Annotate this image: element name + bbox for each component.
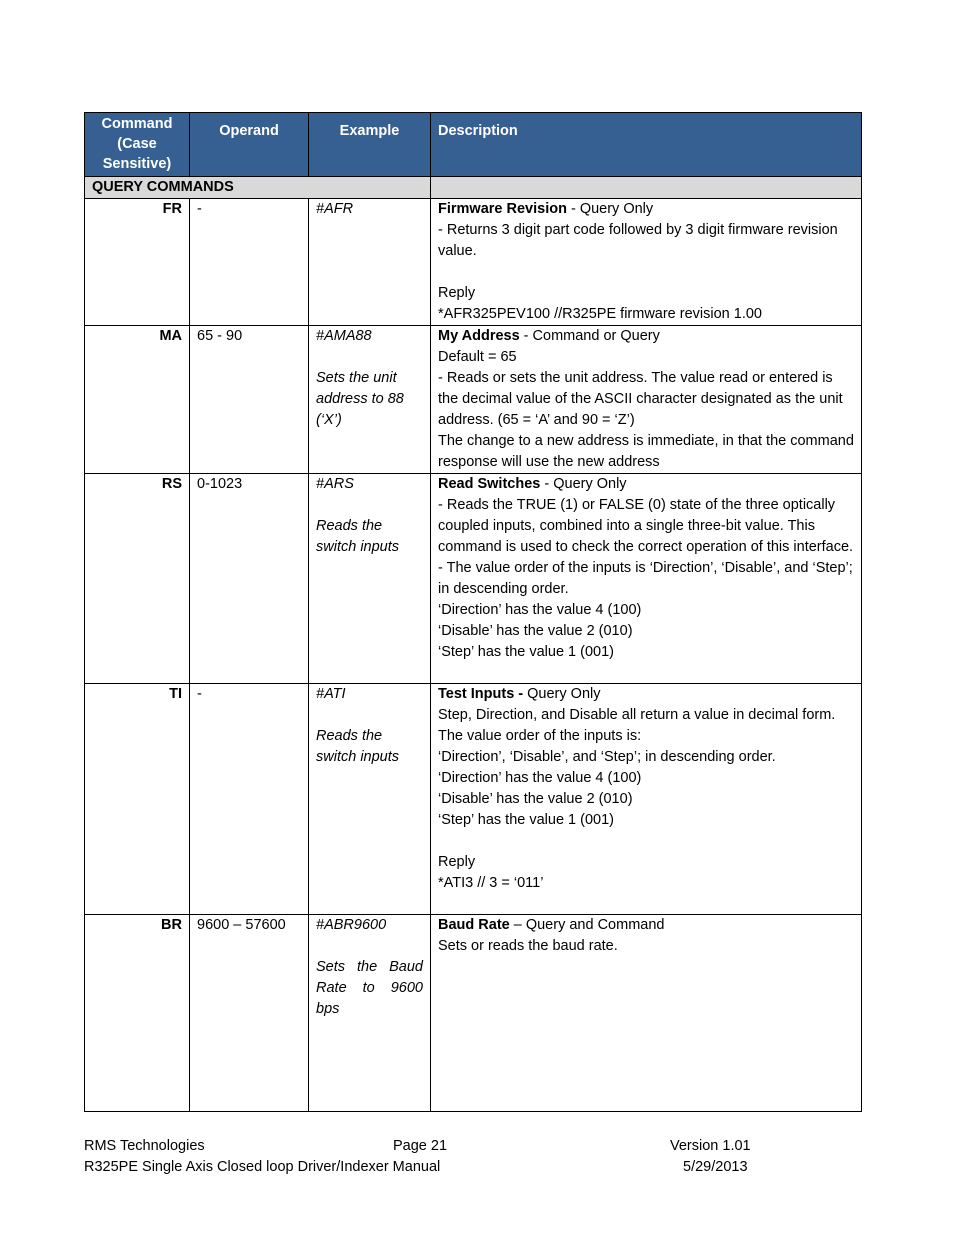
example-line: #AFR [316, 201, 354, 217]
command-example [309, 326, 431, 474]
header-example: Example [309, 113, 431, 177]
command-example [309, 915, 431, 1112]
description-line: The change to a new address is immediate, in that the command response will use the new address [438, 433, 854, 470]
command-description [431, 199, 862, 326]
description-title-line [438, 199, 854, 220]
example-line: #ARS [316, 476, 354, 492]
description-title-line [438, 684, 854, 705]
section-title: QUERY COMMANDS [85, 177, 431, 199]
command-description [431, 684, 862, 915]
description-line: ‘Direction’ has the value 4 (100) [438, 770, 642, 786]
example-line: #ATI [316, 686, 346, 702]
description-line: *AFR325PEV100 //R325PE firmware revision 1.00 [438, 306, 762, 322]
description-title: Firmware Revision [438, 201, 567, 217]
command-operand: 9600 – 57600 [190, 915, 309, 1112]
description-title-line [438, 915, 854, 936]
description-title-line [438, 326, 854, 347]
command-code: MA [85, 326, 190, 474]
description-line: ‘Step’ has the value 1 (001) [438, 812, 614, 828]
description-title-rest: - Query Only [540, 476, 627, 492]
command-description [431, 915, 862, 1112]
description-line: - Reads the TRUE (1) or FALSE (0) state of the three optically coupled inputs, combined into a single three-bit value. This command is used to check the correct operation of this interface. - The value order of the inputs is ‘Direction’, ‘Disable’, and ‘Step’; in descending order. [438, 497, 854, 597]
header-operand: Operand [190, 113, 309, 177]
example-line: #AMA88 [316, 328, 372, 344]
description-line [438, 262, 854, 283]
command-table [84, 112, 862, 1112]
footer-page: Page 21 [393, 1138, 448, 1154]
section-row [85, 177, 862, 199]
command-code: BR [85, 915, 190, 1112]
description-line: Step, Direction, and Disable all return a value in decimal form. [438, 707, 836, 723]
example-line [316, 936, 423, 957]
command-example [309, 199, 431, 326]
command-example [309, 684, 431, 915]
example-line: Reads the switch inputs [316, 518, 400, 555]
command-operand: - [190, 684, 309, 915]
command-code: FR [85, 199, 190, 326]
table-row [85, 199, 862, 326]
description-title-rest: - Query Only [566, 201, 654, 217]
description-line: Sets or reads the baud rate. [438, 938, 618, 954]
example-line [316, 495, 423, 516]
description-line: ‘Step’ has the value 1 (001) [438, 644, 614, 660]
example-line [316, 347, 423, 368]
section-blank [431, 177, 862, 199]
footer-version: Version 1.01 [670, 1138, 751, 1154]
example-line: Reads the switch inputs [316, 728, 400, 765]
description-title: My Address [438, 328, 520, 344]
command-code: TI [85, 684, 190, 915]
example-line: Sets the unit address to 88 (‘X’) [316, 370, 404, 428]
command-description [431, 326, 862, 474]
description-line: Reply [438, 285, 476, 301]
example-line: Sets the Baud Rate to 9600 bps [316, 959, 423, 1017]
description-title-rest: – Query and Command [509, 917, 665, 933]
table-row [85, 326, 862, 474]
table-row [85, 474, 862, 684]
table-row [85, 684, 862, 915]
command-operand: 65 - 90 [190, 326, 309, 474]
description-title: Test Inputs - [438, 686, 524, 702]
description-line: The value order of the inputs is: [438, 728, 642, 744]
description-line: ‘Disable’ has the value 2 (010) [438, 791, 633, 807]
description-title: Read Switches [438, 476, 541, 492]
description-line: ‘Direction’, ‘Disable’, and ‘Step’; in descending order. [438, 749, 776, 765]
footer-date: 5/29/2013 [683, 1159, 748, 1175]
command-code: RS [85, 474, 190, 684]
description-title-rest: Query Only [523, 686, 601, 702]
description-line: *ATI3 // 3 = ‘011’ [438, 875, 544, 891]
description-title-rest: - Command or Query [519, 328, 660, 344]
footer-company: RMS Technologies [84, 1138, 205, 1154]
command-operand: - [190, 199, 309, 326]
example-line [316, 705, 423, 726]
description-line: - Reads or sets the unit address. The value read or entered is the decimal value of the ASCII character designated as the unit address. (65 = ‘A’ and 90 = ‘Z’) [438, 370, 843, 428]
command-example [309, 474, 431, 684]
description-line: ‘Disable’ has the value 2 (010) [438, 623, 633, 639]
command-description [431, 474, 862, 684]
description-line: ‘Direction’ has the value 4 (100) [438, 602, 642, 618]
header-command: Command (Case Sensitive) [85, 113, 190, 177]
example-line: #ABR9600 [316, 917, 387, 933]
description-line [438, 831, 854, 852]
description-line: Default = 65 [438, 349, 517, 365]
table-header-row [85, 113, 862, 177]
header-description: Description [431, 113, 862, 177]
description-line: - Returns 3 digit part code followed by 3 digit firmware revision value. [438, 222, 838, 259]
description-title: Baud Rate [438, 917, 510, 933]
description-line: Reply [438, 854, 476, 870]
command-operand: 0-1023 [190, 474, 309, 684]
table-row [85, 915, 862, 1112]
description-title-line [438, 474, 854, 495]
footer-manual: R325PE Single Axis Closed loop Driver/Indexer Manual [84, 1159, 441, 1175]
